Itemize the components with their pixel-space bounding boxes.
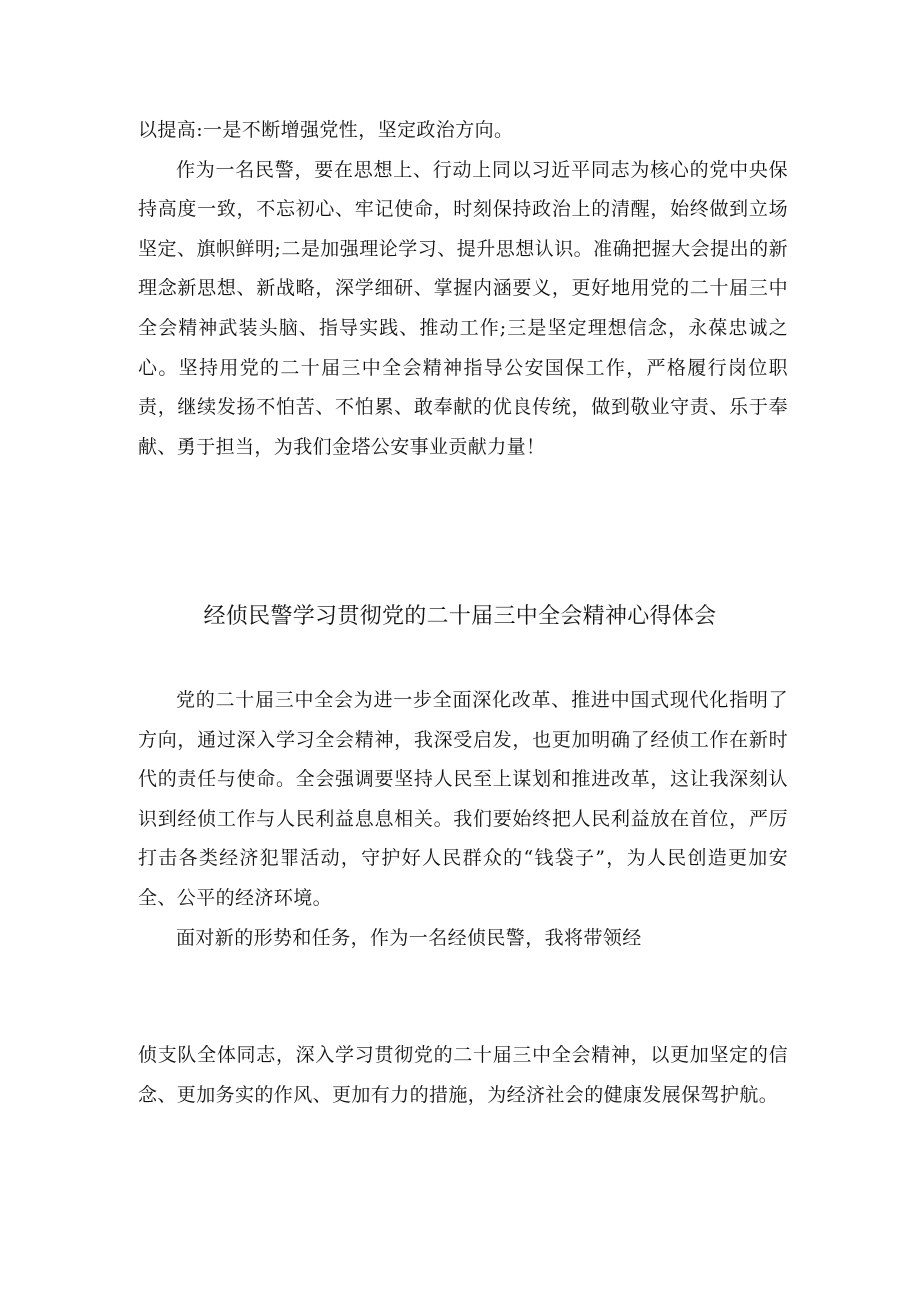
paragraph-new-situation: 面对新的形势和任务，作为一名经侦民警，我将带领经 (176, 926, 642, 949)
section-2-title: 经侦民警学习贯彻党的二十届三中全会精神心得体会 (203, 604, 717, 629)
paragraph-plenum-insight: 党的二十届三中全会为进一步全面深化改革、推进中国式现代化指明了方向，通过深入学习全会精神，我深受启发，也更加明确了经侦工作在新时代的责任与使命。全会强调要坚持人民至上谋划和推进改革，这让我深刻认识到经侦工作与人民利益息息相关。我们要始终把人民利益放在首位，严厉打击各类经济犯罪活动，守护好人民群众的“钱袋子”，为人民创造更加安全、公平的经济环境。 (138, 689, 788, 909)
section-2-body (138, 681, 788, 958)
paragraph-continuation: 以提高:一是不断增强党性，坚定政治方向。 (138, 119, 514, 141)
section-2-continuation (138, 1036, 788, 1115)
section-1-body (138, 111, 788, 467)
paragraph-team-commitment: 侦支队全体同志，深入学习贯彻党的二十届三中全会精神，以更加坚定的信念、更加务实的作风、更加有力的措施，为经济社会的健康发展保驾护航。 (138, 1044, 788, 1106)
paragraph-police-duty: 作为一名民警，要在思想上、行动上同以习近平同志为核心的党中央保持高度一致，不忘初心、牢记使命，时刻保持政治上的清醒，始终做到立场坚定、旗帜鲜明;二是加强理论学习、提升思想认识。准确把握大会提出的新理念新思想、新战略，深学细研、掌握内涵要义，更好地用党的二十届三中全会精神武装头脑、指导实践、推动工作;三是坚定理想信念，永葆忠诚之心。坚持用党的二十届三中全会精神指导公安国保工作，严格履行岗位职责，继续发扬不怕苦、不怕累、敢奉献的优良传统，做到敬业守责、乐于奉献、勇于担当，为我们金塔公安事业贡献力量！ (138, 158, 788, 458)
